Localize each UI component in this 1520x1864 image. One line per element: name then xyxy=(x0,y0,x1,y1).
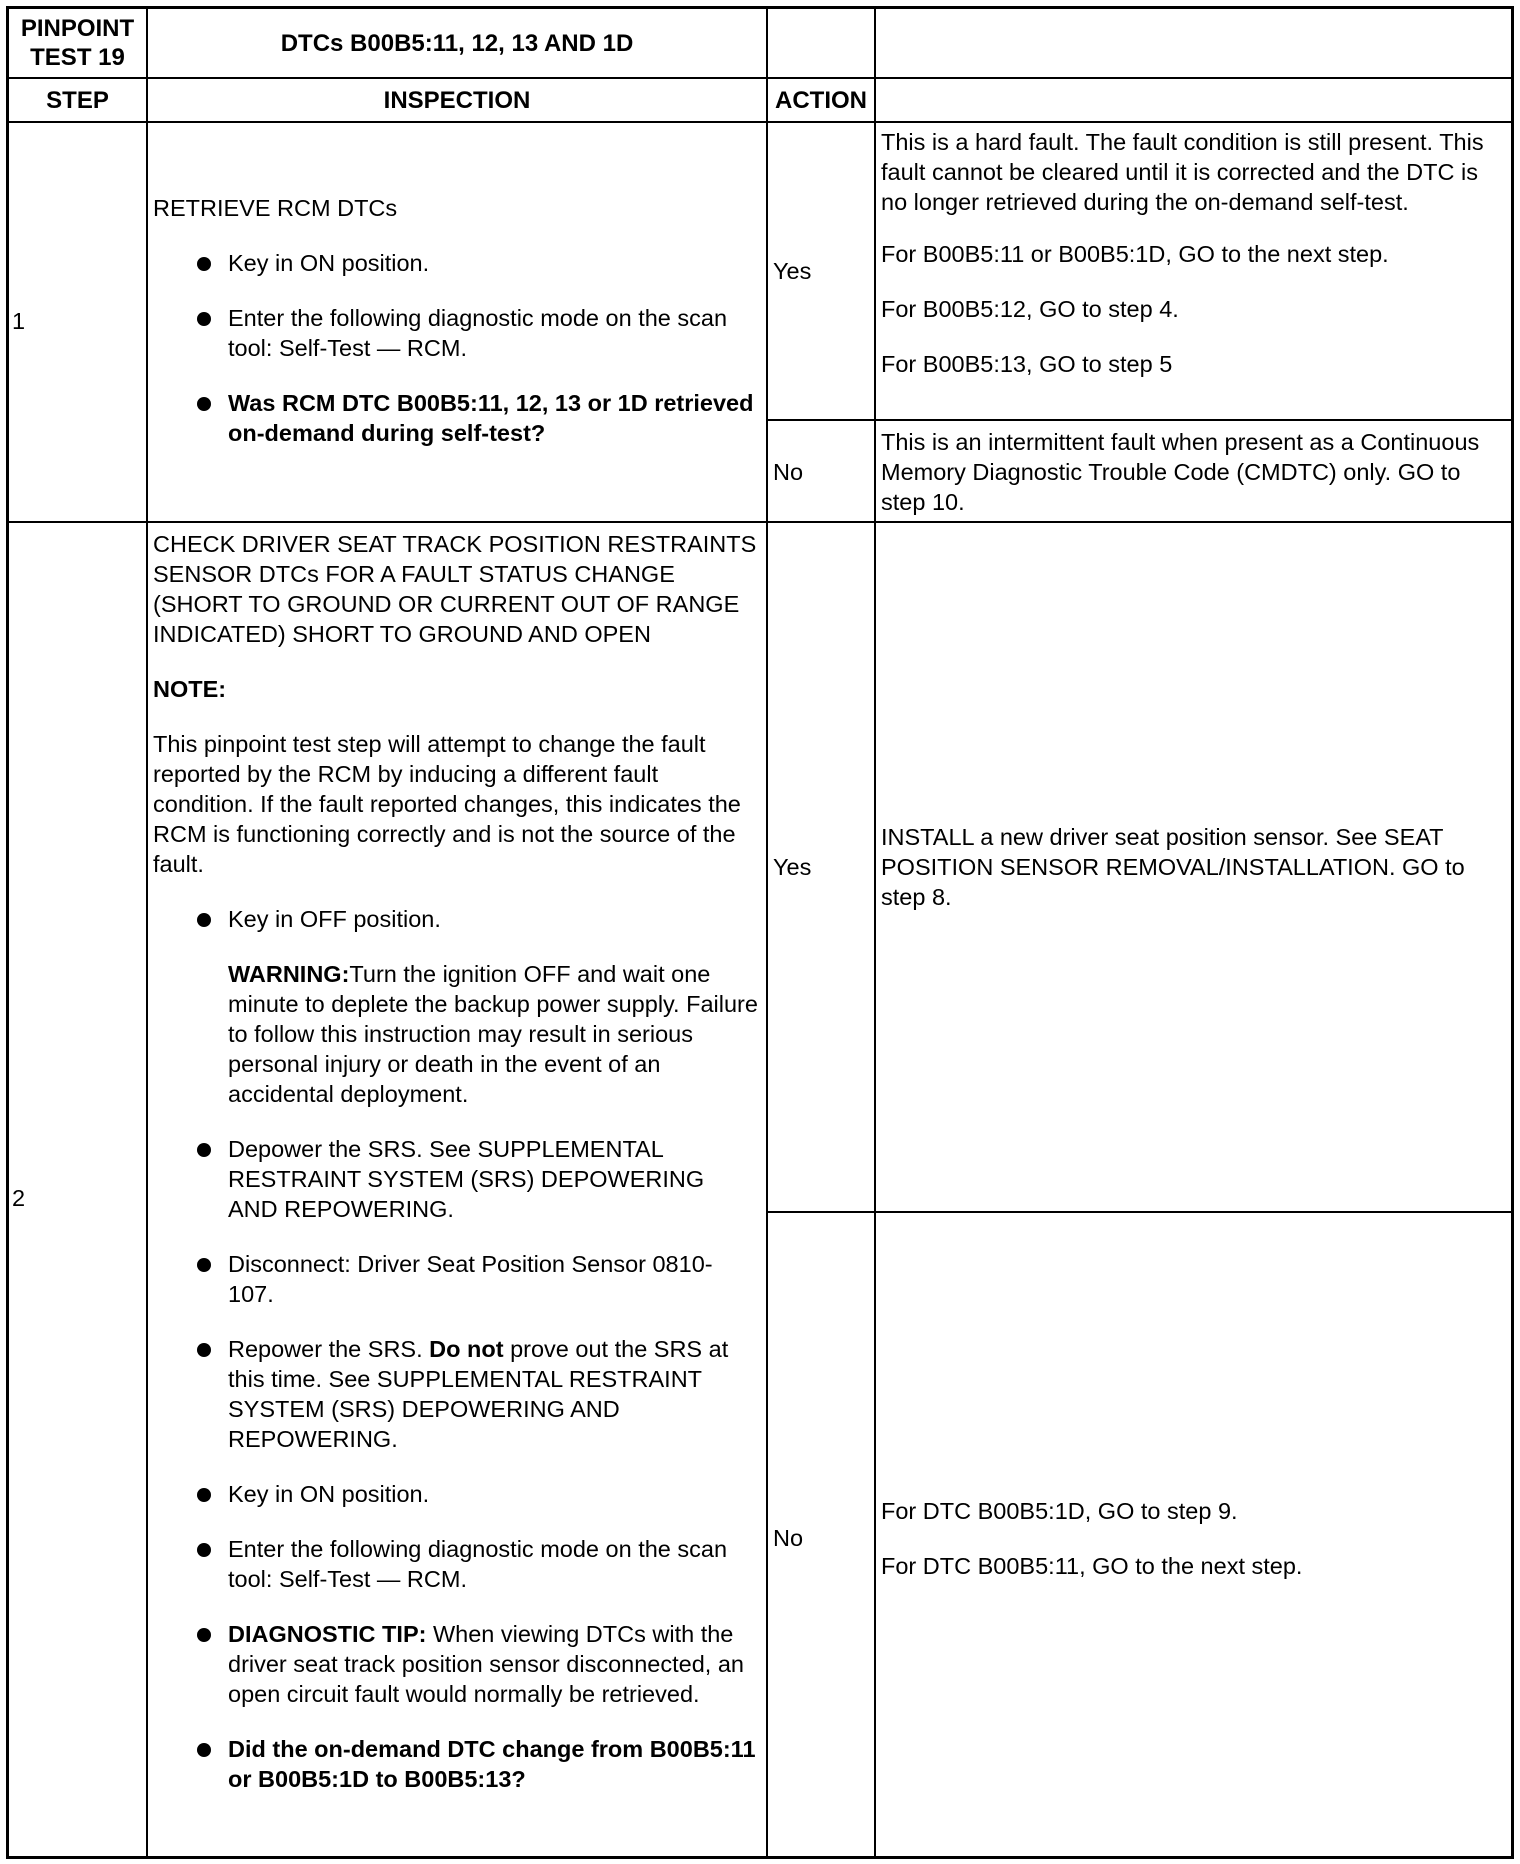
bullet-item: Depower the SRS. See SUPPLEMENTAL RESTRAINT SYSTEM (SRS) DEPOWERING AND REPOWERING. xyxy=(153,1134,758,1224)
answer-no: No xyxy=(773,459,804,485)
action-text: For B00B5:13, GO to step 5 xyxy=(881,351,1173,377)
action-text: For B00B5:12, GO to step 4. xyxy=(881,296,1179,322)
step-number: 2 xyxy=(12,1185,26,1211)
action-no xyxy=(881,427,1509,517)
bullet-item: Key in ON position. xyxy=(153,248,758,278)
column-header-inspection: INSPECTION xyxy=(383,86,531,114)
row-divider xyxy=(6,121,1514,123)
column-header-action: ACTION xyxy=(775,86,867,114)
repower-text: Repower the SRS. xyxy=(228,1336,423,1362)
warning-text: Turn the ignition OFF and wait one minute to deplete the backup power supply. Failure to follow this instruction may result in serious personal injury or death in the event of an accidental deployment. xyxy=(228,961,758,1107)
answer-yes: Yes xyxy=(773,854,812,880)
column-divider xyxy=(766,6,768,1859)
step-heading: RETRIEVE RCM DTCs xyxy=(153,195,398,221)
bullet-item xyxy=(153,1619,758,1709)
step-2-inspection xyxy=(153,529,758,1794)
warning-block xyxy=(153,959,758,1109)
column-divider xyxy=(146,6,148,1859)
bullet-item: Key in OFF position. xyxy=(153,904,758,934)
action-text: For DTC B00B5:1D, GO to step 9. xyxy=(881,1498,1238,1524)
action-yes xyxy=(881,127,1509,379)
repower-text: prove out the SRS at this time. See SUPPLEMENTAL RESTRAINT SYSTEM (SRS) DEPOWERING AND REPOWERING. xyxy=(228,1336,729,1452)
tip-text: When viewing DTCs with the driver seat track position sensor disconnected, an open circuit fault would normally be retrieved. xyxy=(228,1621,744,1707)
answer-no: No xyxy=(773,1525,804,1551)
action-text: For DTC B00B5:11, GO to the next step. xyxy=(881,1553,1303,1579)
action-text: INSTALL a new driver seat position sensor. See SEAT POSITION SENSOR REMOVAL/INSTALLATION. GO to step 8. xyxy=(881,824,1465,910)
action-divider xyxy=(766,1211,1514,1213)
pinpoint-label-line2: TEST 19 xyxy=(30,44,125,71)
bullet-question: Was RCM DTC B00B5:11, 12, 13 or 1D retrieved on-demand during self-test? xyxy=(153,388,758,448)
bullet-item: Disconnect: Driver Seat Position Sensor 0810-107. xyxy=(153,1249,758,1309)
bullet-item: Key in ON position. xyxy=(153,1479,758,1509)
bullet-question: Did the on-demand DTC change from B00B5:11 or B00B5:1D to B00B5:13? xyxy=(153,1734,758,1794)
bullet-item: Enter the following diagnostic mode on the scan tool: Self-Test — RCM. xyxy=(153,303,758,363)
page-title: DTCs B00B5:11, 12, 13 AND 1D xyxy=(280,29,634,57)
step-heading: CHECK DRIVER SEAT TRACK POSITION RESTRAINTS SENSOR DTCs FOR A FAULT STATUS CHANGE (SHORT TO GROUND OR CURRENT OUT OF RANGE INDICATED) SHORT TO GROUND AND OPEN xyxy=(153,531,757,647)
do-not-emphasis: Do not xyxy=(429,1336,504,1362)
step-1-inspection xyxy=(153,193,758,448)
note-text: This pinpoint test step will attempt to change the fault reported by the RCM by inducing a different fault condition. If the fault reported changes, this indicates the RCM is functioning correctly and is not the source of the fault. xyxy=(153,731,741,877)
action-text: For B00B5:11 or B00B5:1D, GO to the next step. xyxy=(881,241,1389,267)
warning-label: WARNING: xyxy=(228,961,350,987)
step-number: 1 xyxy=(12,308,26,334)
tip-label: DIAGNOSTIC TIP: xyxy=(228,1621,427,1647)
column-divider xyxy=(874,6,876,1859)
action-no xyxy=(881,1496,1509,1581)
action-yes xyxy=(881,822,1509,912)
action-text: This is an intermittent fault when present as a Continuous Memory Diagnostic Trouble Code (CMDTC) only. GO to step 10. xyxy=(881,429,1480,515)
pinpoint-label-line1: PINPOINT xyxy=(20,15,135,42)
bullet-item: Enter the following diagnostic mode on the scan tool: Self-Test — RCM. xyxy=(153,1534,758,1594)
bullet-item xyxy=(153,1334,758,1454)
action-divider xyxy=(766,419,1514,421)
row-divider xyxy=(6,521,1514,523)
action-text: This is a hard fault. The fault condition is still present. This fault cannot be cleared until it is corrected and the DTC is no longer retrieved during the on-demand self-test. xyxy=(881,129,1484,215)
column-header-step: STEP xyxy=(46,86,109,114)
pinpoint-label xyxy=(9,9,146,77)
answer-yes: Yes xyxy=(773,258,812,284)
note-label: NOTE: xyxy=(153,676,227,702)
